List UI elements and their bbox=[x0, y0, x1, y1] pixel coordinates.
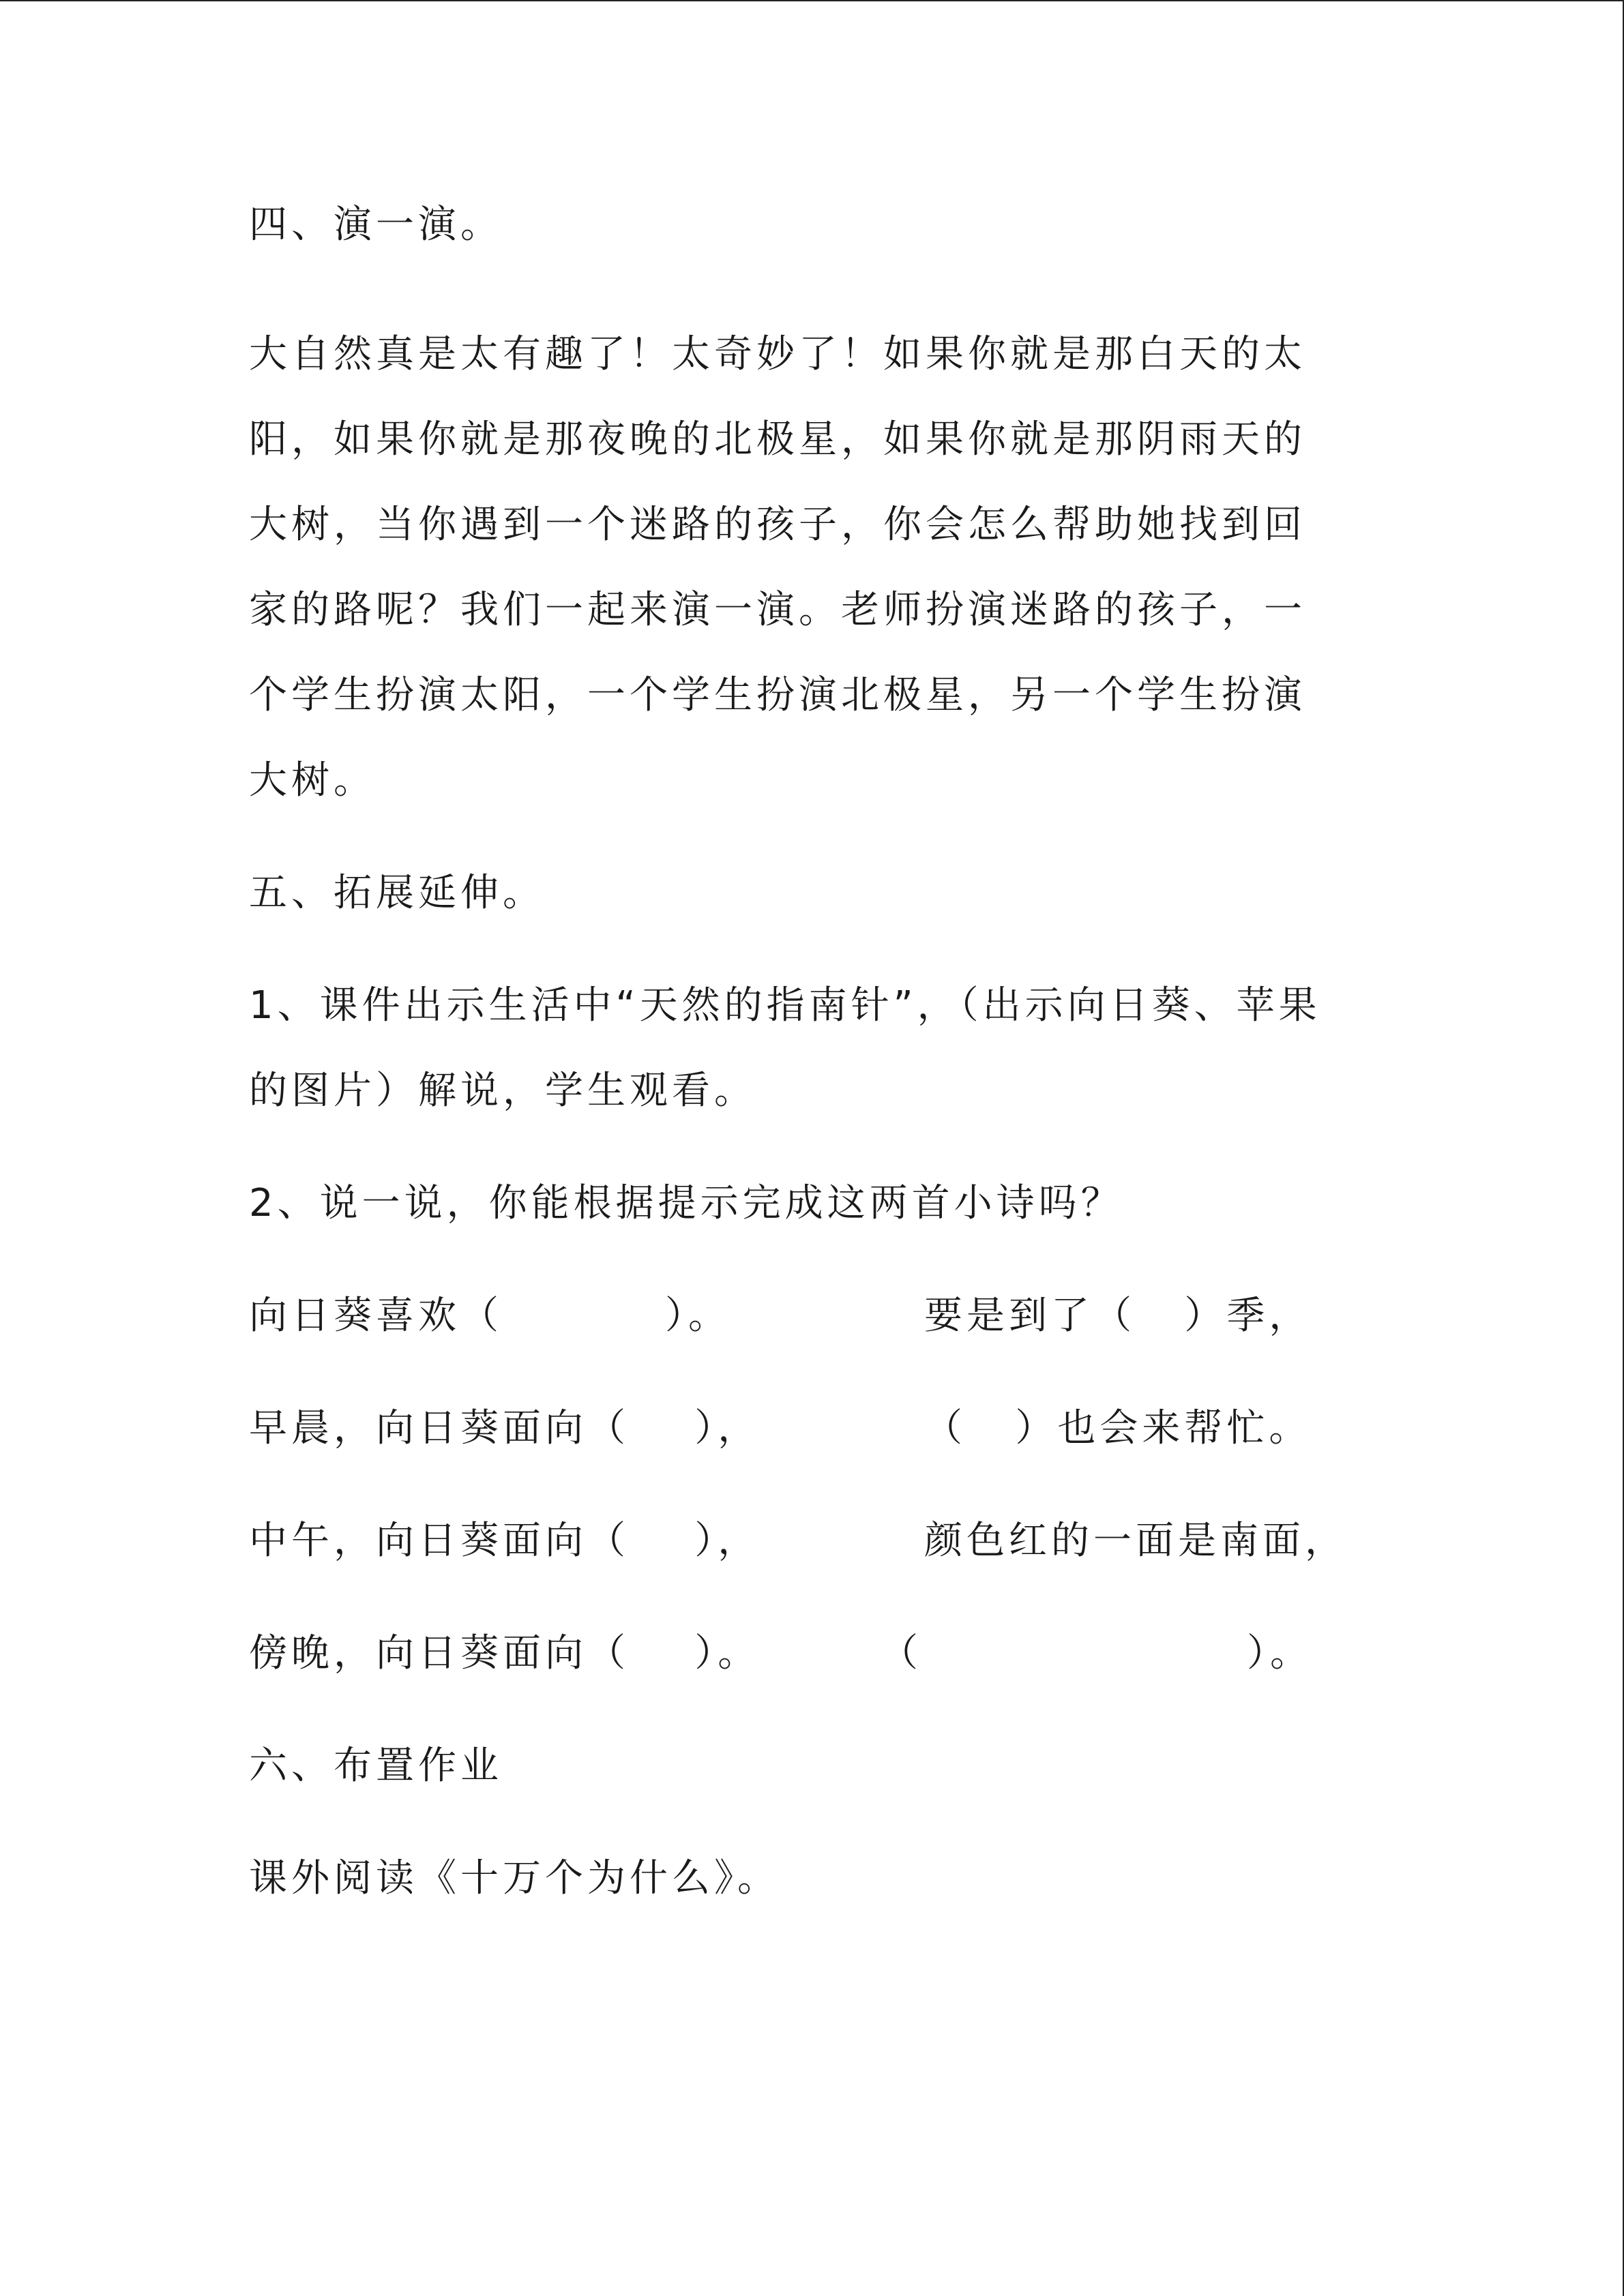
poem-left-line: 傍晚，向日葵面向（ ）。 bbox=[249, 1631, 761, 1675]
poem-right-line: 颜色红的一面是南面， bbox=[924, 1519, 1347, 1563]
poem-right-line: （ ）也会来帮忙。 bbox=[924, 1406, 1312, 1450]
list-item-1-line: 的图片）解说，学生观看。 bbox=[249, 1069, 756, 1113]
section-heading-4: 四、演一演。 bbox=[249, 203, 503, 247]
paragraph-line: 大树。 bbox=[249, 758, 376, 803]
homework-text: 课外阅读《十万个为什么》。 bbox=[249, 1856, 780, 1900]
paragraph-line: 个学生扮演太阳，一个学生扮演北极星，另一个学生扮演 bbox=[249, 673, 1306, 717]
paragraph-line: 大自然真是太有趣了！太奇妙了！如果你就是那白天的太 bbox=[249, 332, 1306, 376]
paragraph-line: 阳，如果你就是那夜晚的北极星，如果你就是那阴雨天的 bbox=[249, 417, 1306, 462]
section-heading-6: 六、布置作业 bbox=[249, 1744, 503, 1788]
paragraph-line: 家的路呢？我们一起来演一演。老师扮演迷路的孩子，一 bbox=[249, 588, 1306, 632]
poem-left-line: 向日葵喜欢（ ）。 bbox=[249, 1294, 731, 1338]
paragraph-line: 大树，当你遇到一个迷路的孩子，你会怎么帮助她找到回 bbox=[249, 503, 1306, 547]
list-item-1-line: 1、课件出示生活中“天然的指南针”，（出示向日葵、苹果 bbox=[249, 983, 1321, 1028]
poem-left-line: 早晨，向日葵面向（ ）， bbox=[249, 1406, 761, 1450]
poem-right-line: （ ）。 bbox=[880, 1631, 1313, 1675]
poem-right-line: 要是到了（ ）季， bbox=[924, 1294, 1312, 1338]
poem-left-line: 中午，向日葵面向（ ）， bbox=[249, 1519, 761, 1563]
section-heading-5: 五、拓展延伸。 bbox=[249, 871, 545, 915]
list-item-2: 2、说一说，你能根据提示完成这两首小诗吗？ bbox=[249, 1181, 1123, 1225]
